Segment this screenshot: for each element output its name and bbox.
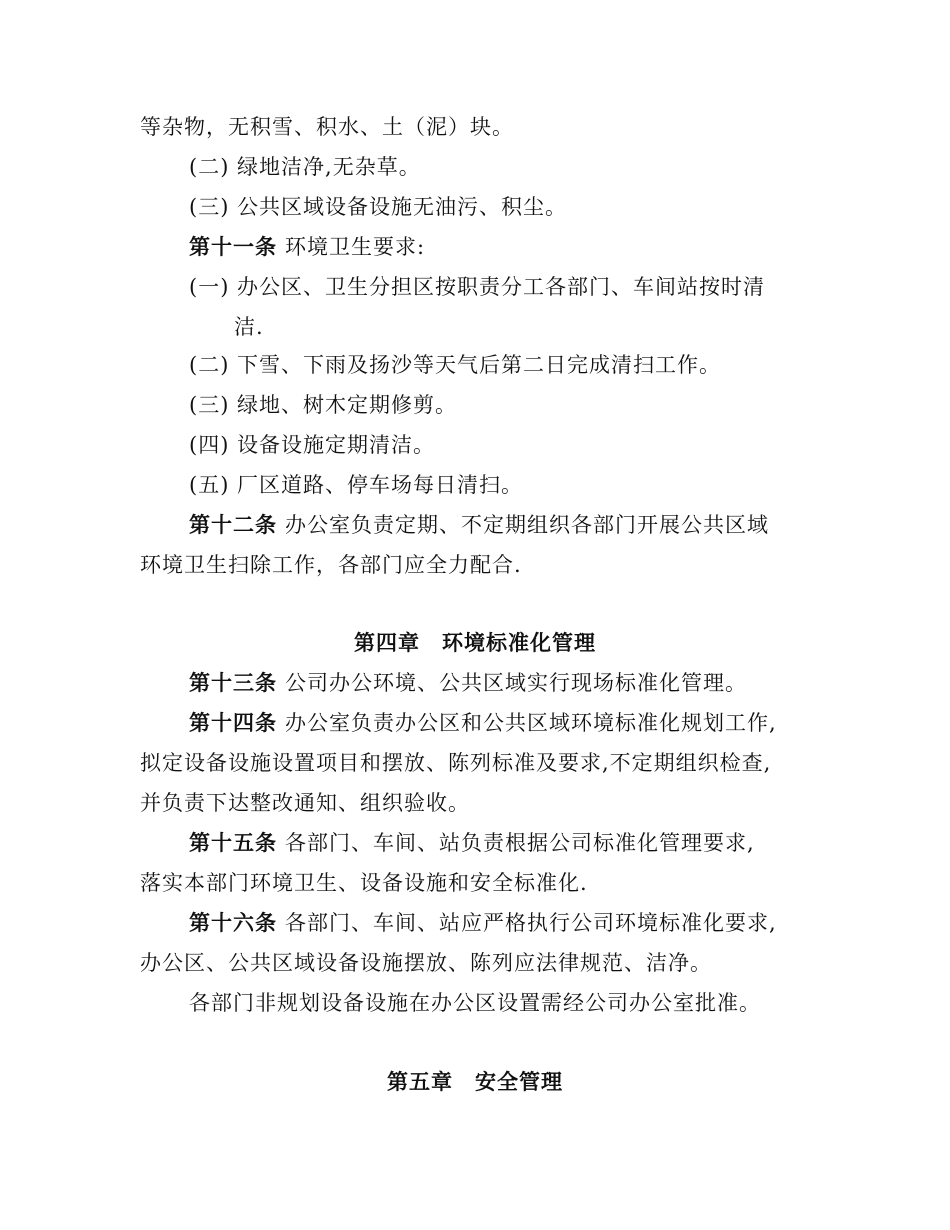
text-line: (一) 办公区、卫生分担区按职责分工各部门、车间站按时清 — [189, 275, 766, 299]
text-line: (五) 厂区道路、停车场每日清扫。 — [189, 473, 524, 497]
text-line: 办公区、公共区域设备设施摆放、陈列应法律规范、洁净。 — [140, 951, 712, 975]
chapter-title: 环境标准化管理 — [442, 630, 596, 655]
chapter-heading-4 — [0, 628, 950, 658]
text-line: (三) 绿地、树木定期修剪。 — [189, 393, 458, 417]
chapter-heading-5 — [0, 1067, 950, 1097]
text-line: (二) 下雪、下雨及扬沙等天气后第二日完成清扫工作。 — [189, 353, 722, 377]
chapter-number: 第五章 — [387, 1069, 453, 1094]
article-label: 第十五条 — [189, 830, 277, 855]
article-label: 第十一条 — [189, 234, 277, 259]
article-16 — [189, 908, 777, 938]
article-11 — [189, 232, 425, 262]
text-line: (四) 设备设施定期清洁。 — [189, 433, 436, 457]
article-label: 第十二条 — [189, 512, 277, 537]
article-text: 办公室负责办公区和公共区域环境标准化规划工作, — [285, 711, 777, 735]
text-line: 拟定设备设施设置项目和摆放、陈列标准及要求,不定期组织检查, — [140, 751, 772, 775]
article-label: 第十四条 — [189, 710, 277, 735]
article-13 — [189, 668, 747, 698]
text-line: (二) 绿地洁净,无杂草。 — [189, 155, 421, 179]
text-line: 并负责下达整改通知、组织验收。 — [140, 791, 470, 815]
article-15 — [189, 828, 755, 858]
article-text: 办公室负责定期、不定期组织各部门开展公共区域 — [285, 513, 769, 537]
text-line: 洁. — [234, 315, 264, 339]
article-label: 第十六条 — [189, 910, 277, 935]
chapter-number: 第四章 — [354, 630, 420, 655]
article-text: 环境卫生要求: — [285, 235, 426, 259]
article-text: 各部门、车间、站负责根据公司标准化管理要求, — [285, 831, 755, 855]
text-line: 等杂物，无积雪、积水、土（泥）块。 — [140, 115, 514, 139]
article-text: 各部门、车间、站应严格执行公司环境标准化要求, — [285, 911, 777, 935]
text-line: (三) 公共区域设备设施无油污、积尘。 — [189, 195, 568, 219]
text-line: 各部门非规划设备设施在办公区设置需经公司办公室批准。 — [189, 991, 761, 1015]
text-line: 落实本部门环境卫生、设备设施和安全标准化. — [140, 871, 588, 895]
article-12 — [189, 510, 769, 540]
chapter-title: 安全管理 — [475, 1069, 563, 1094]
article-14 — [189, 708, 777, 738]
article-text: 公司办公环境、公共区域实行现场标准化管理。 — [285, 671, 747, 695]
article-label: 第十三条 — [189, 670, 277, 695]
text-line: 环境卫生扫除工作，各部门应全力配合. — [140, 553, 522, 577]
